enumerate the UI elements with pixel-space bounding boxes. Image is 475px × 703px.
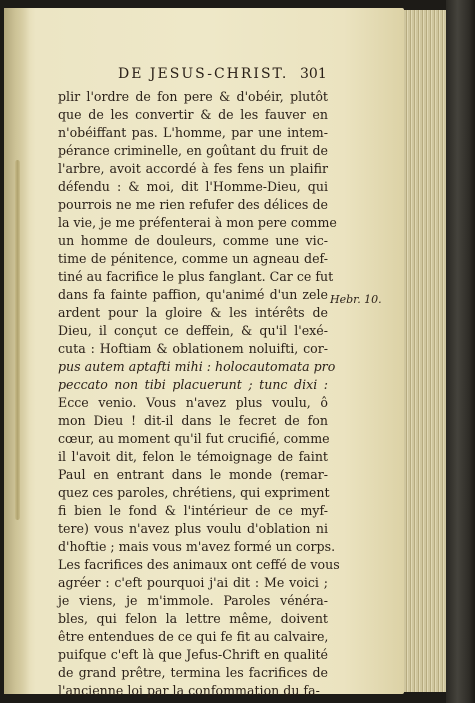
text-line: pourrois ne me rien refufer des délices de <box>58 197 328 212</box>
text-line: que de les convertir & de les fauver en <box>58 107 328 122</box>
text-line: de grand prêtre, termina les facrifices de <box>58 665 328 680</box>
text-line: cœur, au moment qu'il fut crucifié, comme <box>58 431 330 446</box>
text-line: il l'avoit dit, felon le témoignage de faint <box>58 449 328 464</box>
text-line: Dieu, il conçut ce deffein, & qu'il l'exé- <box>58 323 328 338</box>
text-line: bles, qui felon la lettre même, doivent <box>58 611 328 626</box>
text-line: l'arbre, avoit accordé à fes fens un plaifir <box>58 161 328 176</box>
text-line: fi bien le fond & l'intérieur de ce myf- <box>58 503 328 518</box>
text-line: puifque c'eft là que Jefus-Chrift en qualité <box>58 647 328 662</box>
text-line: je viens, je m'immole. Paroles vénéra- <box>58 593 328 608</box>
text-line: quez ces paroles, chrétiens, qui expriment <box>58 485 330 500</box>
book-cover <box>446 0 475 703</box>
text-line: time de pénitence, comme un agneau def- <box>58 251 328 266</box>
page-crease <box>15 160 20 520</box>
text-line: Les facrifices des animaux ont ceffé de vous <box>58 557 340 572</box>
text-line: d'hoftie ; mais vous m'avez formé un corps. <box>58 539 336 554</box>
text-line-italic: peccato non tibi placuerunt ; tunc dixi : <box>58 377 328 392</box>
text-line: l'ancienne loi par la confommation du fa- <box>58 683 320 698</box>
text-line: ardent pour la gloire & les intérêts de <box>58 305 328 320</box>
page-edges <box>404 10 446 692</box>
text-line: un homme de douleurs, comme une vic- <box>58 233 328 248</box>
text-line: n'obéiffant pas. L'homme, par une intem- <box>58 125 328 140</box>
page-number: 301 <box>300 66 327 82</box>
text-line: agréer : c'eft pourquoi j'ai dit : Me voici ; <box>58 575 328 590</box>
text-line: la vie, je me préfenterai à mon pere comme <box>58 215 337 230</box>
text-line: Ecce venio. Vous n'avez plus voulu, ô <box>58 395 328 410</box>
text-line: plir l'ordre de fon pere & d'obéir, plutôt <box>58 89 328 104</box>
text-line: tiné au facrifice le plus fanglant. Car ce fut <box>58 269 334 284</box>
text-line: être entendues de ce qui fe fit au calvaire, <box>58 629 329 644</box>
text-line: dans fa fainte paffion, qu'animé d'un zele <box>58 287 328 302</box>
text-line: pérance criminelle, en goûtant du fruit de <box>58 143 328 158</box>
margin-reference: Hebr. 10. <box>330 293 382 306</box>
text-line: Paul en entrant dans le monde (remar- <box>58 467 328 482</box>
text-line: défendu : & moi, dit l'Homme-Dieu, qui <box>58 179 328 194</box>
text-line: cuta : Hoftiam & oblationem noluifti, cor- <box>58 341 328 356</box>
text-line-italic: pus autem aptafti mihi : holocautomata pro <box>58 359 336 374</box>
text-line: mon Dieu ! dit-il dans le fecret de fon <box>58 413 328 428</box>
body-text <box>58 88 340 700</box>
running-title: DE JESUS-CHRIST. <box>118 66 289 82</box>
text-line: tere) vous n'avez plus voulu d'oblation ni <box>58 521 328 536</box>
